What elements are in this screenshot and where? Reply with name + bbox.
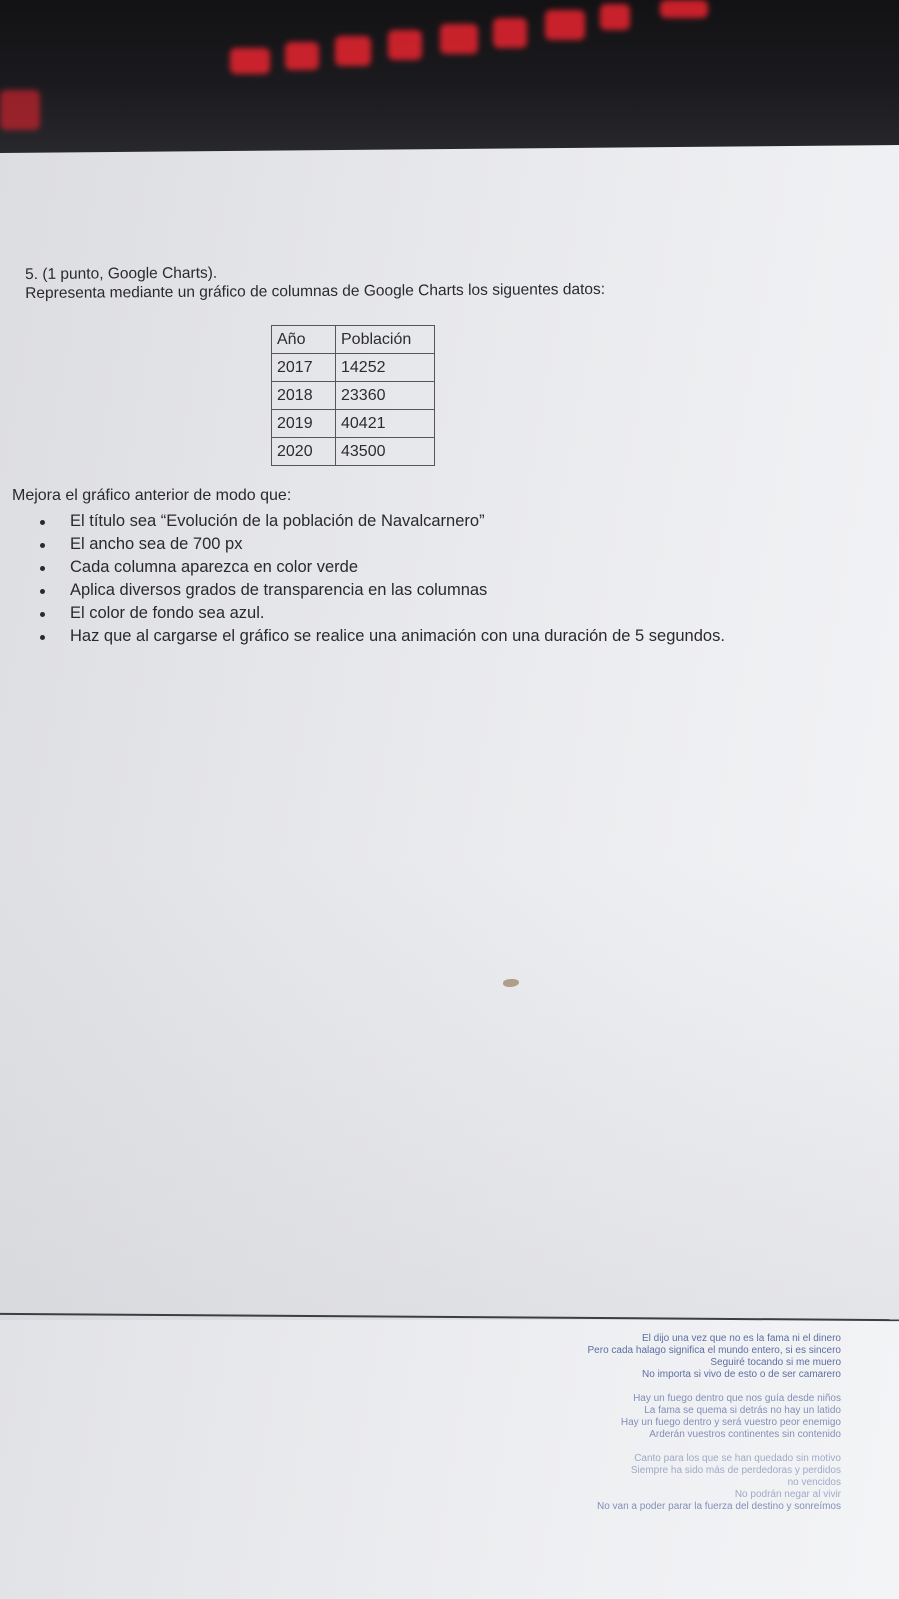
table-cell-population: 40421 — [336, 410, 435, 438]
list-item: El título sea “Evolución de la población de Navalcarnero” — [0, 510, 725, 533]
keycap-glow — [230, 48, 270, 74]
keyboard-background — [0, 0, 899, 160]
poem-line: No importa si vivo de esto o de ser camarero — [642, 1369, 841, 1380]
table-row — [272, 354, 435, 382]
keycap-glow — [545, 10, 585, 40]
table-cell-population: 14252 — [336, 354, 435, 382]
list-item: El ancho sea de 700 px — [0, 533, 725, 556]
keycap-glow — [335, 36, 371, 66]
poem-line: no vencidos — [787, 1477, 841, 1488]
improvements-intro: Mejora el gráfico anterior de modo que: — [12, 487, 292, 504]
population-table — [271, 325, 435, 466]
poem-bleedthrough — [421, 1333, 841, 1513]
poem-stanza-gap — [421, 1441, 841, 1453]
exercise-instruction: Representa mediante un gráfico de columnas de Google Charts los siguentes datos: — [25, 280, 606, 302]
poem-line: Siempre ha sido más de perdedoras y perdidos — [630, 1465, 841, 1476]
table-row — [272, 438, 435, 466]
keycap-glow — [0, 90, 40, 130]
table-header-population: Población — [336, 326, 435, 354]
list-item: Aplica diversos grados de transparencia en las columnas — [0, 579, 725, 602]
list-item: Cada columna aparezca en color verde — [0, 556, 725, 579]
poem-line: La fama se quema si detrás no hay un latido — [644, 1405, 841, 1416]
exercise-number: 5. (1 punto, Google Charts). — [25, 264, 218, 283]
table-row — [272, 410, 435, 438]
keycap-glow — [493, 18, 527, 48]
requirements-list — [0, 510, 725, 648]
list-item: Haz que al cargarse el gráfico se realice una animación con una duración de 5 segundos. — [0, 625, 725, 648]
poem-line: Canto para los que se han quedado sin motivo — [634, 1453, 841, 1464]
poem-line: No van a poder parar la fuerza del destino y sonreímos — [596, 1501, 841, 1512]
keycap-glow — [600, 4, 630, 30]
poem-line: Seguiré tocando si me muero — [710, 1357, 841, 1368]
table-header-row — [272, 326, 435, 354]
exercise-heading — [25, 261, 605, 303]
poem-line: Pero cada halago significa el mundo entero, si es sincero — [587, 1345, 841, 1356]
poem-line: Hay un fuego dentro y será vuestro peor enemigo — [620, 1417, 841, 1428]
table-cell-population: 43500 — [336, 438, 435, 466]
poem-stanza-gap — [421, 1381, 841, 1393]
keycap-glow — [285, 42, 319, 70]
poem-line: Hay un fuego dentro que nos guía desde niños — [633, 1393, 841, 1404]
paper-shadow — [0, 860, 899, 1320]
table-row — [272, 382, 435, 410]
list-item: El color de fondo sea azul. — [0, 602, 725, 625]
keycap-glow — [440, 24, 478, 54]
table-header-year: Año — [272, 326, 336, 354]
table-cell-year: 2019 — [272, 410, 336, 438]
table-cell-year: 2017 — [272, 354, 336, 382]
poem-line: El dijo una vez que no es la fama ni el dinero — [641, 1333, 841, 1344]
poem-line: No podrán negar al vivir — [734, 1489, 841, 1500]
keycap-glow — [660, 0, 708, 18]
poem-line: Arderán vuestros continentes sin contenido — [649, 1429, 841, 1440]
keycap-glow — [388, 30, 422, 60]
table-cell-year: 2020 — [272, 438, 336, 466]
table-cell-population: 23360 — [336, 382, 435, 410]
table-cell-year: 2018 — [272, 382, 336, 410]
